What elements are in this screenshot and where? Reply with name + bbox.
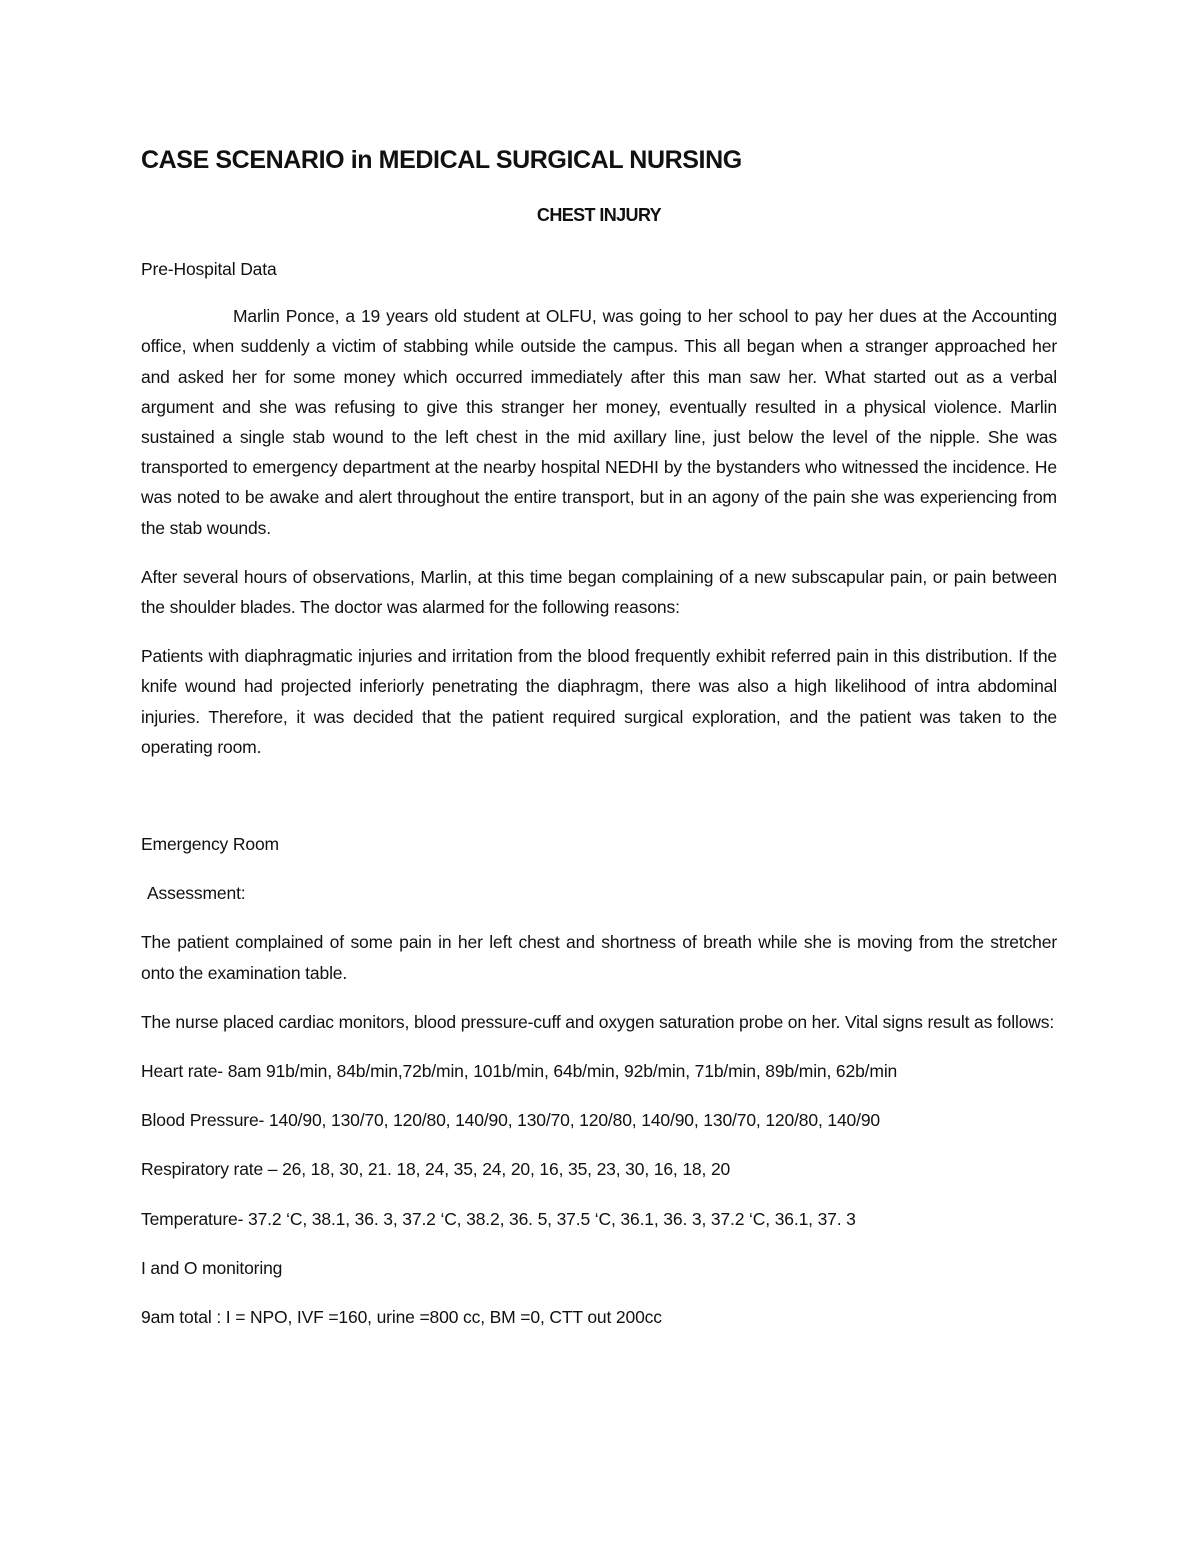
document-title: CASE SCENARIO in MEDICAL SURGICAL NURSING bbox=[141, 146, 742, 174]
pre-hospital-paragraph: Patients with diaphragmatic injuries and irritation from the blood frequently exhibit referred pain in this distribution. If the knife wound had projected inferiorly penetrating the diaphragm, there was also a high likelihood of intra abdominal injuries. Therefore, it was decided that the patient required surgical exploration, and the patient was taken to the operating room. bbox=[141, 646, 1057, 757]
emergency-room-heading: Emergency Room bbox=[141, 834, 279, 855]
pre-hospital-paragraph: Marlin Ponce, a 19 years old student at OLFU, was going to her school to pay her dues at the Accounting office, when suddenly a victim of stabbing while outside the campus. This all began when a stranger approached her and asked her for some money which occurred immediately after this man saw her. What started out as a verbal argument and she was refusing to give this stranger her money, eventually resulted in a physical violence. Marlin sustained a single stab wound to the left chest in the mid axillary line, just below the level of the nipple. She was transported to emergency department at the nearby hospital NEDHI by the bystanders who witnessed the incidence. He was noted to be awake and alert throughout the entire transport, but in an agony of the pain she was experiencing from the stab wounds. bbox=[141, 306, 1057, 538]
pre-hospital-heading: Pre-Hospital Data bbox=[141, 259, 277, 279]
io-entry: 9am total : I = NPO, IVF =160, urine =800 cc, BM =0, CTT out 200cc bbox=[141, 1307, 662, 1328]
vital-heart-rate: Heart rate- 8am 91b/min, 84b/min,72b/min, 101b/min, 64b/min, 92b/min, 71b/min, 89b/min, 62b/min bbox=[141, 1061, 898, 1082]
pre-hospital-paragraph: After several hours of observations, Marlin, at this time began complaining of a new subscapular pain, or pain between the shoulder blades. The doctor was alarmed for the following reasons: bbox=[141, 566, 1057, 618]
document-body bbox=[141, 140, 1057, 1332]
vital-respiratory-rate: Respiratory rate – 26, 18, 30, 21. 18, 24, 35, 24, 20, 16, 35, 23, 30, 16, 18, 20 bbox=[141, 1159, 731, 1180]
assessment-label: Assessment: bbox=[147, 883, 246, 904]
vital-temperature: Temperature- 37.2 ‘C, 38.1, 36. 3, 37.2 ‘C, 38.2, 36. 5, 37.5 ‘C, 36.1, 36. 3, 37.2 ‘C, 36.1, 37. 3 bbox=[141, 1208, 856, 1229]
io-monitoring-heading: I and O monitoring bbox=[141, 1257, 283, 1278]
document-subtitle: CHEST INJURY bbox=[536, 205, 662, 225]
assessment-paragraph: The patient complained of some pain in her left chest and shortness of breath while she is moving from the stretcher onto the examination table. bbox=[141, 932, 1057, 983]
vital-blood-pressure: Blood Pressure- 140/90, 130/70, 120/80, 140/90, 130/70, 120/80, 140/90, 130/70, 120/80, 140/90 bbox=[141, 1110, 881, 1131]
assessment-paragraph: The nurse placed cardiac monitors, blood pressure-cuff and oxygen saturation probe on her. Vital signs result as follows: bbox=[141, 1011, 1055, 1032]
